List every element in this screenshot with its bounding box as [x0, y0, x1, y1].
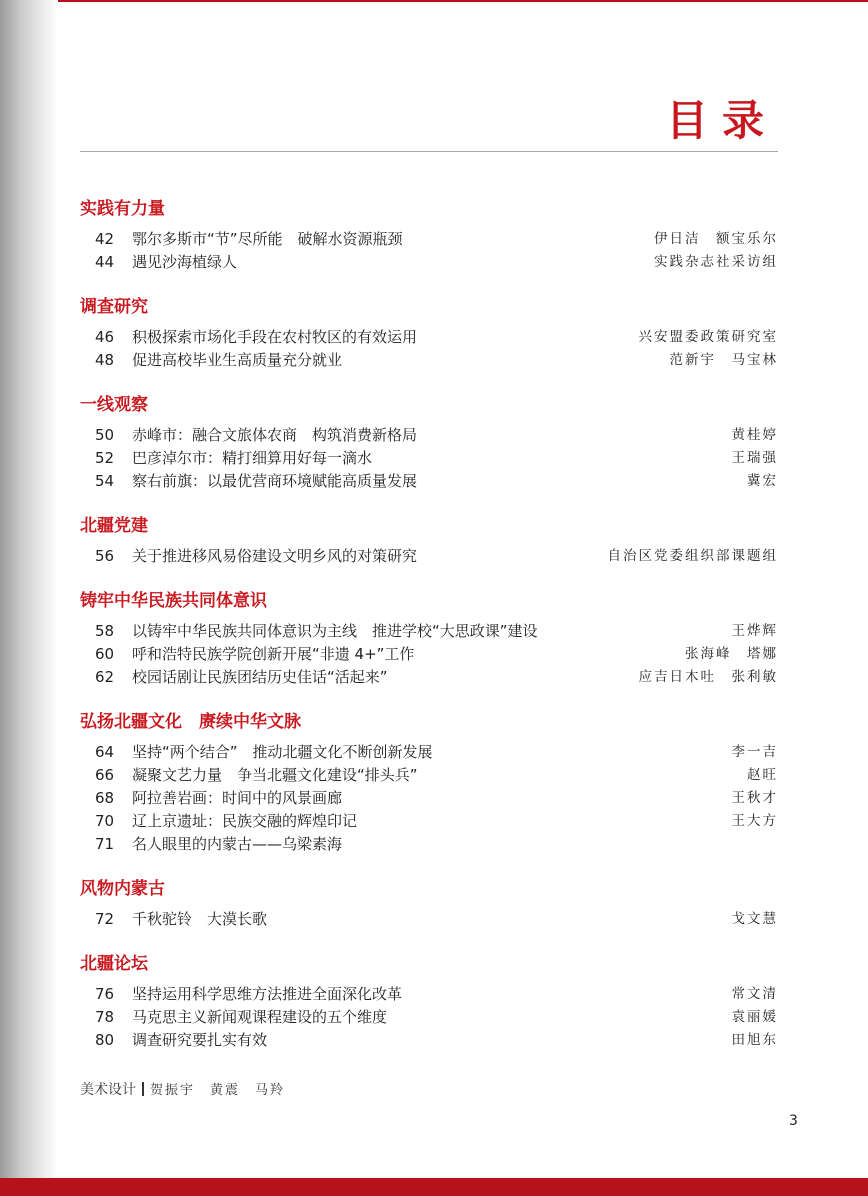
toc-entry[interactable] — [80, 1006, 780, 1029]
entry-title: 赤峰市：融合文旅体农商 构筑消费新格局 — [132, 426, 418, 444]
entry-list — [80, 620, 780, 689]
entry-list — [80, 983, 780, 1052]
title-divider — [80, 151, 778, 152]
entry-page-number: 60 — [95, 645, 115, 663]
section-title: 北疆论坛 — [80, 954, 148, 974]
entry-page-number: 72 — [95, 910, 115, 928]
toc-section — [80, 294, 780, 372]
section-title: 风物内蒙古 — [80, 879, 165, 899]
entry-page-number: 48 — [95, 351, 115, 369]
top-rule — [0, 0, 868, 2]
section-title: 弘扬北疆文化 赓续中华文脉 — [80, 712, 301, 732]
entry-author: 常文清 — [731, 986, 778, 1002]
entry-title: 凝聚文艺力量 争当北疆文化建设“排头兵” — [132, 766, 418, 784]
design-credits — [80, 1079, 285, 1099]
entry-author: 应吉日木吐 张利敏 — [638, 669, 778, 685]
section-title: 调查研究 — [80, 297, 148, 317]
entry-title: 坚持“两个结合” 推动北疆文化不断创新发展 — [132, 743, 433, 761]
entry-title: 名人眼里的内蒙古——乌梁素海 — [132, 835, 343, 853]
entry-title: 坚持运用科学思维方法推进全面深化改革 — [132, 985, 403, 1003]
entry-page-number: 78 — [95, 1008, 115, 1026]
section-title: 铸牢中华民族共同体意识 — [80, 591, 267, 611]
entry-author: 赵旺 — [747, 767, 778, 783]
entry-title: 察右前旗：以最优营商环境赋能高质量发展 — [132, 472, 418, 490]
entry-author: 王秋才 — [731, 790, 778, 806]
entry-page-number: 71 — [95, 835, 115, 853]
entry-author: 冀宏 — [747, 473, 778, 489]
credits-separator — [142, 1082, 144, 1096]
entry-list — [80, 908, 780, 931]
toc-section — [80, 876, 780, 931]
toc-entry[interactable] — [80, 643, 780, 666]
entry-title: 以铸牢中华民族共同体意识为主线 推进学校“大思政课”建设 — [132, 622, 538, 640]
toc-entry[interactable] — [80, 447, 780, 470]
page-number: 3 — [789, 1113, 798, 1129]
toc-section — [80, 513, 780, 568]
entry-title: 鄂尔多斯市“节”尽所能 破解水资源瓶颈 — [132, 230, 403, 248]
toc-section — [80, 951, 780, 1052]
section-title: 实践有力量 — [80, 199, 165, 219]
entry-list — [80, 228, 780, 274]
credits-label: 美术设计 — [80, 1082, 136, 1098]
entry-author: 李一吉 — [731, 744, 778, 760]
entry-title: 促进高校毕业生高质量充分就业 — [132, 351, 343, 369]
entry-author: 戈文慧 — [731, 911, 778, 927]
toc-section — [80, 392, 780, 493]
table-of-contents — [80, 196, 780, 1072]
entry-author: 自治区党委组织部课题组 — [607, 548, 778, 564]
toc-entry[interactable] — [80, 741, 780, 764]
toc-entry[interactable] — [80, 908, 780, 931]
entry-author: 张海峰 塔娜 — [685, 646, 778, 662]
section-title: 北疆党建 — [80, 516, 148, 536]
entry-title: 积极探索市场化手段在农村牧区的有效运用 — [132, 328, 418, 346]
entry-title: 辽上京遗址：民族交融的辉煌印记 — [132, 812, 358, 830]
toc-entry[interactable] — [80, 470, 780, 493]
entry-page-number: 44 — [95, 253, 115, 271]
toc-section — [80, 588, 780, 689]
entry-page-number: 52 — [95, 449, 115, 467]
toc-entry[interactable] — [80, 251, 780, 274]
entry-author: 王瑞强 — [731, 450, 778, 466]
entry-page-number: 76 — [95, 985, 115, 1003]
entry-title: 巴彦淖尔市：精打细算用好每一滴水 — [132, 449, 373, 467]
entry-author: 王大方 — [731, 813, 778, 829]
toc-entry[interactable] — [80, 666, 780, 689]
entry-list — [80, 545, 780, 568]
entry-title: 千秋驼铃 大漠长歌 — [132, 910, 268, 928]
toc-section — [80, 709, 780, 856]
entry-title: 呼和浩特民族学院创新开展“非遗 4+”工作 — [132, 645, 415, 663]
toc-entry[interactable] — [80, 326, 780, 349]
entry-author: 实践杂志社采访组 — [654, 254, 778, 270]
entry-page-number: 54 — [95, 472, 115, 490]
entry-page-number: 66 — [95, 766, 115, 784]
entry-page-number: 68 — [95, 789, 115, 807]
binding-shadow — [0, 0, 58, 1178]
entry-title: 校园话剧让民族团结历史佳话“活起来” — [132, 668, 388, 686]
entry-page-number: 56 — [95, 547, 115, 565]
toc-entry[interactable] — [80, 349, 780, 372]
entry-page-number: 62 — [95, 668, 115, 686]
entry-title: 遇见沙海植绿人 — [132, 253, 238, 271]
entry-author: 田旭东 — [731, 1032, 778, 1048]
entry-list — [80, 424, 780, 493]
entry-page-number: 80 — [95, 1031, 115, 1049]
entry-list — [80, 326, 780, 372]
toc-entry[interactable] — [80, 424, 780, 447]
page-title: 目录 — [665, 96, 778, 145]
entry-author: 袁丽媛 — [731, 1009, 778, 1025]
toc-entry[interactable] — [80, 620, 780, 643]
toc-entry[interactable] — [80, 764, 780, 787]
credits-names: 贺振宇 黄震 马羚 — [150, 1083, 286, 1098]
toc-entry[interactable] — [80, 787, 780, 810]
entry-page-number: 64 — [95, 743, 115, 761]
toc-entry[interactable] — [80, 810, 780, 833]
entry-author: 王烨辉 — [731, 623, 778, 639]
entry-title: 马克思主义新闻观课程建设的五个维度 — [132, 1008, 388, 1026]
entry-title: 阿拉善岩画：时间中的风景画廊 — [132, 789, 343, 807]
toc-section — [80, 196, 780, 274]
entry-author: 兴安盟委政策研究室 — [638, 329, 778, 345]
entry-title: 关于推进移风易俗建设文明乡风的对策研究 — [132, 547, 418, 565]
toc-entry[interactable] — [80, 833, 780, 856]
entry-author: 伊日洁 额宝乐尔 — [654, 231, 778, 247]
bottom-bar — [0, 1178, 868, 1196]
entry-page-number: 58 — [95, 622, 115, 640]
toc-entry[interactable] — [80, 1029, 780, 1052]
entry-page-number: 42 — [95, 230, 115, 248]
entry-list — [80, 741, 780, 856]
section-title: 一线观察 — [80, 395, 148, 415]
entry-page-number: 50 — [95, 426, 115, 444]
toc-entry[interactable] — [80, 228, 780, 251]
entry-page-number: 46 — [95, 328, 115, 346]
entry-title: 调查研究要扎实有效 — [132, 1031, 268, 1049]
entry-page-number: 70 — [95, 812, 115, 830]
toc-entry[interactable] — [80, 545, 780, 568]
toc-entry[interactable] — [80, 983, 780, 1006]
entry-author: 范新宇 马宝林 — [669, 352, 778, 368]
entry-author: 黄桂婷 — [731, 427, 778, 443]
